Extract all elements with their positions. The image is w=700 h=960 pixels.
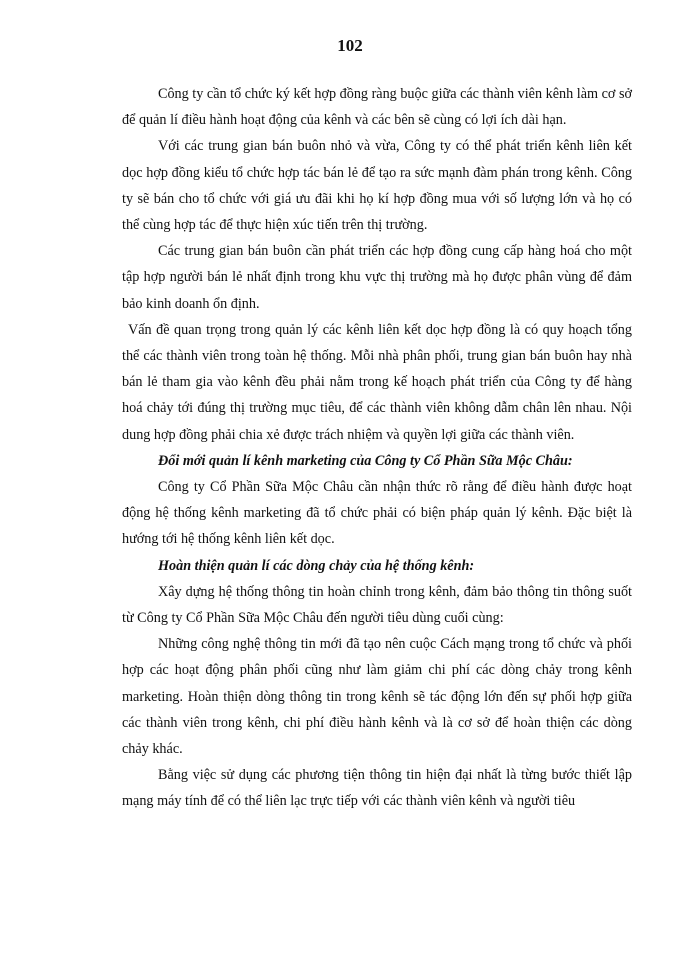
section-heading-channel-management: Đổi mới quản lí kênh marketing của Công ty Cổ Phần Sữa Mộc Châu: — [158, 452, 573, 469]
page-content — [122, 81, 632, 815]
paragraph-wholesaler-contracts: Các trung gian bán buôn cần phát triển các hợp đồng cung cấp hàng hoá cho một tập hợp người bán lẻ nhất định trong khu vực thị trường mà họ được phân vùng để đảm bảo kinh doanh ổn định. — [122, 243, 632, 312]
paragraph-vertical-channel-planning: Vấn đề quan trọng trong quản lý các kênh liên kết dọc hợp đồng là có quy hoạch tổng thể các thành viên trong toàn hệ thống. Mỗi nhà phân phối, trung gian bán buôn hay nhà bán lẻ tham gia vào kênh đều phải nằm trong kế hoạch phát triển của Công ty để hàng hoá chảy tới đúng thị trường mục tiêu, để các thành viên không dẫm chân lên nhau. Nội dung hợp đồng phải chia xẻ được trách nhiệm và quyền lợi giữa các thành viên. — [122, 321, 632, 443]
paragraph-information-system: Xây dựng hệ thống thông tin hoàn chỉnh trong kênh, đảm bảo thông tin thông suốt từ Công ty Cổ Phần Sữa Mộc Châu đến người tiêu dùng cuối cùng: — [122, 583, 632, 627]
paragraph-channel-management: Công ty Cổ Phần Sữa Mộc Châu cần nhận thức rõ rằng để điều hành được hoạt động hệ thống kênh marketing đã tổ chức phải có biện pháp quản lý kênh. Đặc biệt là hướng tới hệ thống kênh liên kết dọc. — [122, 479, 632, 548]
paragraph-information-technology: Những công nghệ thông tin mới đã tạo nên cuộc Cách mạng trong tổ chức và phối hợp các hoạt động phân phối cũng như làm giảm chi phí các dòng chảy trong kênh marketing. Hoàn thiện dòng thông tin trong kênh sẽ tác động lớn đến sự phối hợp giữa các thành viên trong kênh, chi phí điều hành kênh và là cơ sở để hoàn thiện các dòng chảy khác. — [122, 636, 632, 758]
paragraph-modern-communication: Bằng việc sử dụng các phương tiện thông tin hiện đại nhất là từng bước thiết lập mạng máy tính để có thể liên lạc trực tiếp với các thành viên kênh và người tiêu — [122, 767, 632, 810]
paragraph-small-wholesalers: Với các trung gian bán buôn nhỏ và vừa, Công ty có thể phát triển kênh liên kết dọc hợp đồng kiểu tổ chức hợp tác bán lẻ để tạo ra sức mạnh đàm phán trong kênh. Công ty sẽ bán cho tổ chức với giá ưu đãi khi họ kí hợp đồng mua với số lượng lớn và họ có thể cùng hợp tác để thực hiện xúc tiến trên thị trường. — [122, 138, 632, 234]
page-number: 102 — [337, 36, 363, 55]
paragraph-contract-binding: Công ty cần tổ chức ký kết hợp đồng ràng buộc giữa các thành viên kênh làm cơ sở để quản lí điều hành hoạt động của kênh và các bên sẽ cùng có lợi ích dài hạn. — [122, 86, 632, 129]
section-heading-channel-flows: Hoàn thiện quản lí các dòng chảy của hệ thống kênh: — [158, 557, 475, 574]
